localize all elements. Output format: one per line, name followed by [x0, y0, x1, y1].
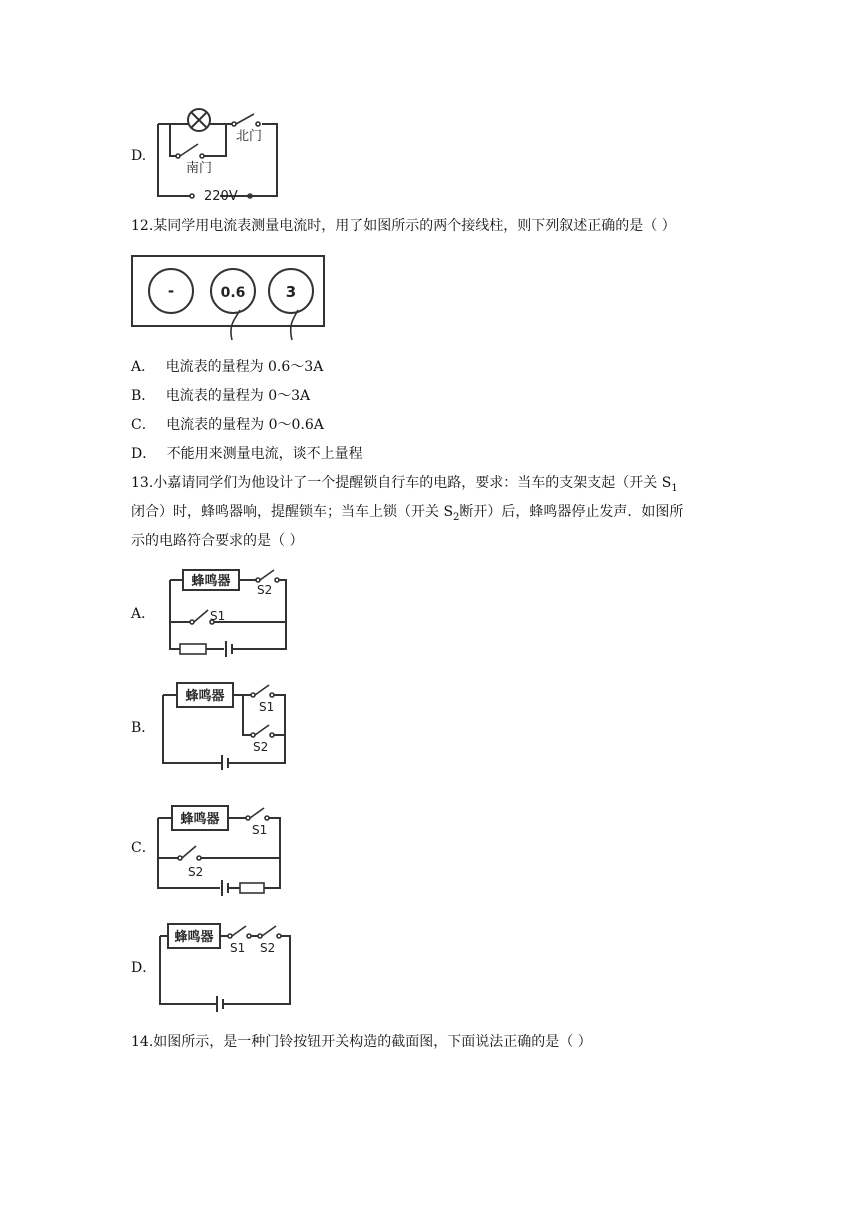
- s1-label: S1: [230, 941, 246, 955]
- q13-stem-line1-sub: 1: [671, 482, 678, 494]
- q12-option-a[interactable]: [131, 357, 323, 377]
- q12-option-c[interactable]: [131, 415, 324, 435]
- q11-option-d-circuit: [150, 100, 285, 205]
- battery-icon: [226, 641, 232, 657]
- q12-option-d[interactable]: [131, 444, 363, 464]
- q13-option-d-circuit: [154, 916, 299, 1016]
- battery-icon: [222, 755, 228, 770]
- q12-option-a-label: A．: [131, 359, 156, 375]
- q12-ammeter-terminals: [128, 252, 328, 344]
- terminal-0.6-label: 0.6: [220, 285, 246, 301]
- battery-icon: [217, 996, 223, 1012]
- buzzer-label: 蜂鸣器: [185, 689, 225, 704]
- voltage-label: 220V: [204, 189, 238, 204]
- q13-stem-line2-b: 断开）后，蜂鸣器停止发声．如图所: [459, 504, 684, 520]
- q12-option-c-label: C．: [131, 417, 156, 433]
- buzzer-label: 蜂鸣器: [191, 574, 231, 589]
- q13-stem-line1: [131, 473, 678, 499]
- q12-option-b-label: B．: [131, 388, 156, 404]
- north-door-label: 北门: [236, 129, 263, 144]
- s2-label: S2: [260, 941, 276, 955]
- s2-label: S2: [257, 583, 273, 597]
- q12-option-b[interactable]: [131, 386, 310, 406]
- q12-option-c-text: 电流表的量程为 0～0.6A: [166, 417, 324, 433]
- south-door-label: 南门: [186, 161, 213, 176]
- s1-label: S1: [210, 609, 226, 623]
- q13-stem-line2-sub: 2: [453, 511, 460, 523]
- q12-option-d-label: D．: [131, 446, 157, 462]
- q13-option-c-label[interactable]: C．: [131, 840, 156, 856]
- buzzer-label: 蜂鸣器: [174, 930, 214, 945]
- q12-option-a-text: 电流表的量程为 0.6～3A: [165, 359, 324, 375]
- q13-stem-line2: [131, 502, 683, 528]
- q13-stem-line2-a: 闭合）时，蜂鸣器响，提醒锁车；当车上锁（开关 S: [131, 504, 454, 520]
- q13-stem-line3: 示的电路符合要求的是（ ）: [131, 533, 304, 549]
- q11-option-d-label: D.: [131, 148, 147, 164]
- q13-option-d-label[interactable]: D．: [131, 960, 157, 976]
- terminal-minus-label: -: [167, 282, 175, 300]
- s1-label: S1: [259, 700, 275, 714]
- s2-label: S2: [253, 740, 269, 754]
- q13-option-a-circuit: [160, 560, 295, 660]
- q12-stem: 12.某同学用电流表测量电流时，用了如图所示的两个接线柱，则下列叙述正确的是（ ）: [131, 218, 676, 234]
- q13-option-c-circuit: [152, 796, 292, 896]
- q13-option-b-circuit: [155, 675, 300, 770]
- q12-option-d-text: 不能用来测量电流，谈不上量程: [166, 446, 363, 462]
- buzzer-label: 蜂鸣器: [180, 812, 220, 827]
- q14-stem: 14.如图所示，是一种门铃按钮开关构造的截面图，下面说法正确的是（ ）: [131, 1034, 592, 1050]
- terminal-3-label: 3: [285, 283, 297, 301]
- resistor-icon: [240, 883, 264, 893]
- s1-label: S1: [252, 823, 268, 837]
- q12-option-b-text: 电流表的量程为 0～3A: [165, 388, 311, 404]
- q13-stem-line1-text: 13.小嘉请同学们为他设计了一个提醒锁自行车的电路，要求：当车的支架支起（开关 S: [131, 475, 672, 491]
- battery-icon: [222, 880, 228, 896]
- q13-option-b-label[interactable]: B．: [131, 720, 156, 736]
- resistor-icon: [180, 644, 206, 654]
- s2-label: S2: [188, 865, 204, 879]
- q13-option-a-label[interactable]: A．: [131, 606, 156, 622]
